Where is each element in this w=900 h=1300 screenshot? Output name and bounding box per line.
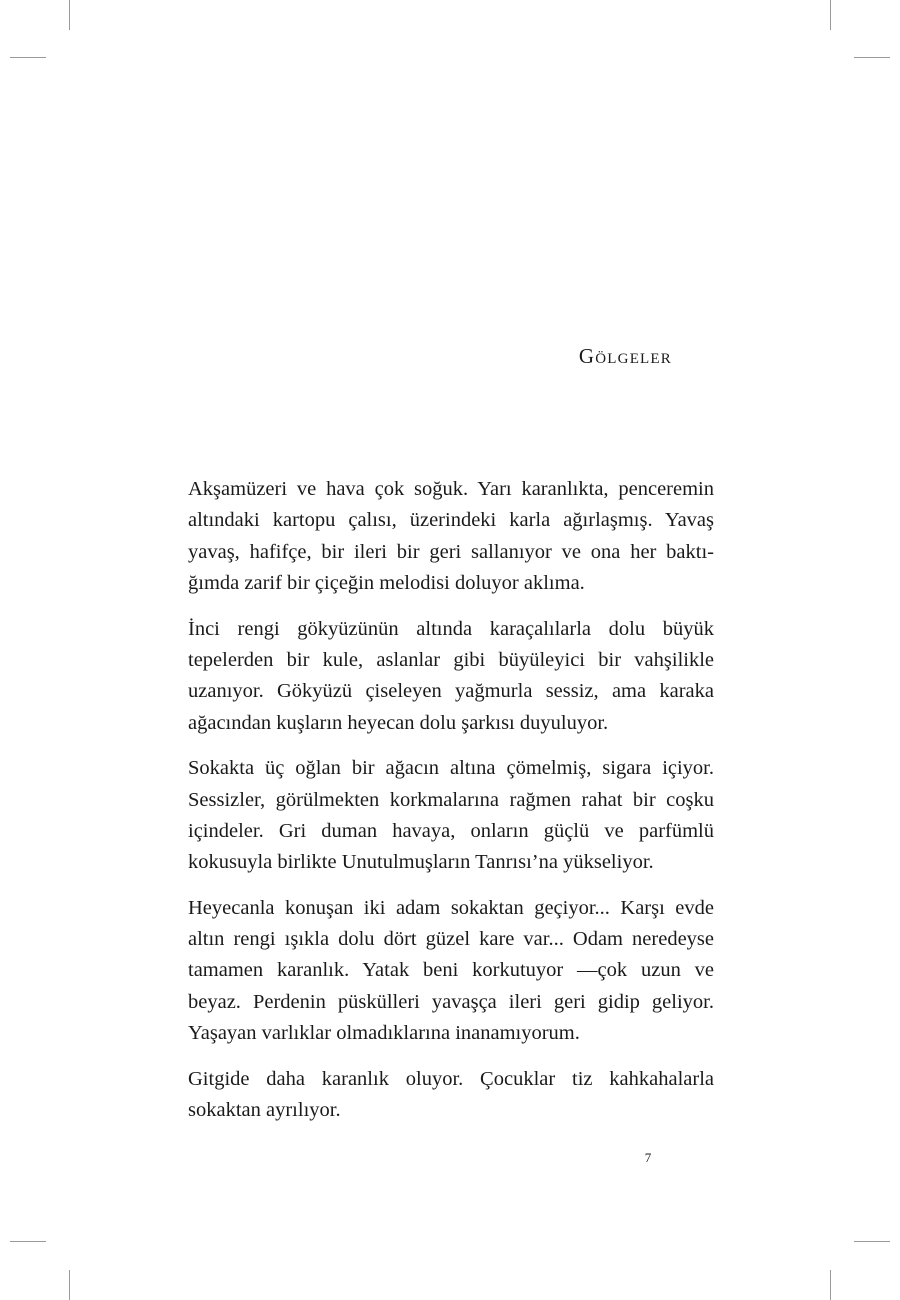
- text-line: uzanıyor. Gökyüzü çiseleyen yağmurla sessiz, ama karaka: [188, 680, 714, 703]
- crop-mark-bottom-right-vertical: [830, 1270, 831, 1300]
- text-line: tepelerden bir kule, aslanlar gibi büyüleyici bir vahşilikle: [188, 648, 714, 671]
- text-line: ğımda zarif bir çiçeğin melodisi doluyor aklıma.: [188, 572, 585, 595]
- text-line: Sokakta üç oğlan bir ağacın altına çömelmiş, sigara içiyor.: [188, 757, 714, 780]
- text-line: İnci rengi gökyüzünün altında karaçalılarla dolu büyük: [188, 617, 714, 640]
- text-line: yavaş, hafifçe, bir ileri bir geri sallanıyor ve ona her baktı-: [188, 540, 714, 563]
- text-line: Gitgide daha karanlık oluyor. Çocuklar tiz kahkahalarla: [188, 1067, 714, 1090]
- paragraph-5: [188, 1064, 714, 1127]
- text-line: Akşamüzeri ve hava çok soğuk. Yarı karanlıkta, penceremin: [188, 478, 714, 500]
- text-line: Sessizler, görülmekten korkmalarına rağmen rahat bir coşku: [188, 788, 714, 811]
- text-line: kokusuyla birlikte Unutulmuşların Tanrısı’na yükseliyor.: [188, 851, 654, 874]
- paragraph-4: [188, 893, 714, 1050]
- crop-mark-top-left-horizontal: [10, 57, 46, 58]
- text-line: Heyecanla konuşan iki adam sokaktan geçiyor... Karşı evde: [188, 896, 714, 919]
- paragraph-2: [188, 614, 714, 740]
- crop-mark-top-left-vertical: [69, 0, 70, 30]
- crop-mark-bottom-right-horizontal: [854, 1241, 890, 1242]
- crop-mark-top-right-horizontal: [854, 57, 890, 58]
- body-text: [188, 474, 714, 1140]
- crop-mark-bottom-left-vertical: [69, 1270, 70, 1300]
- text-line: Yaşayan varlıklar olmadıklarına inanamıyorum.: [188, 1022, 580, 1045]
- text-line: altındaki kartopu çalısı, üzerindeki karla ağırlaşmış. Yavaş: [188, 509, 714, 532]
- page-number: 7: [644, 1150, 652, 1165]
- chapter-title: Gölgeler: [578, 344, 672, 368]
- paragraph-3: [188, 753, 714, 879]
- text-line: sokaktan ayrılıyor.: [188, 1099, 341, 1122]
- text-line: ağacından kuşların heyecan dolu şarkısı duyuluyor.: [188, 711, 609, 734]
- text-line: içindeler. Gri duman havaya, onların güçlü ve parfümlü: [188, 819, 714, 842]
- paragraph-1: [188, 474, 714, 600]
- crop-mark-bottom-left-horizontal: [10, 1241, 46, 1242]
- text-line: tamamen karanlık. Yatak beni korkutuyor —çok uzun ve: [188, 959, 714, 982]
- crop-mark-top-right-vertical: [830, 0, 831, 30]
- text-line: altın rengi ışıkla dolu dört güzel kare var... Odam neredeyse: [188, 928, 714, 951]
- text-line: beyaz. Perdenin püskülleri yavaşça ileri geri gidip geliyor.: [188, 990, 714, 1013]
